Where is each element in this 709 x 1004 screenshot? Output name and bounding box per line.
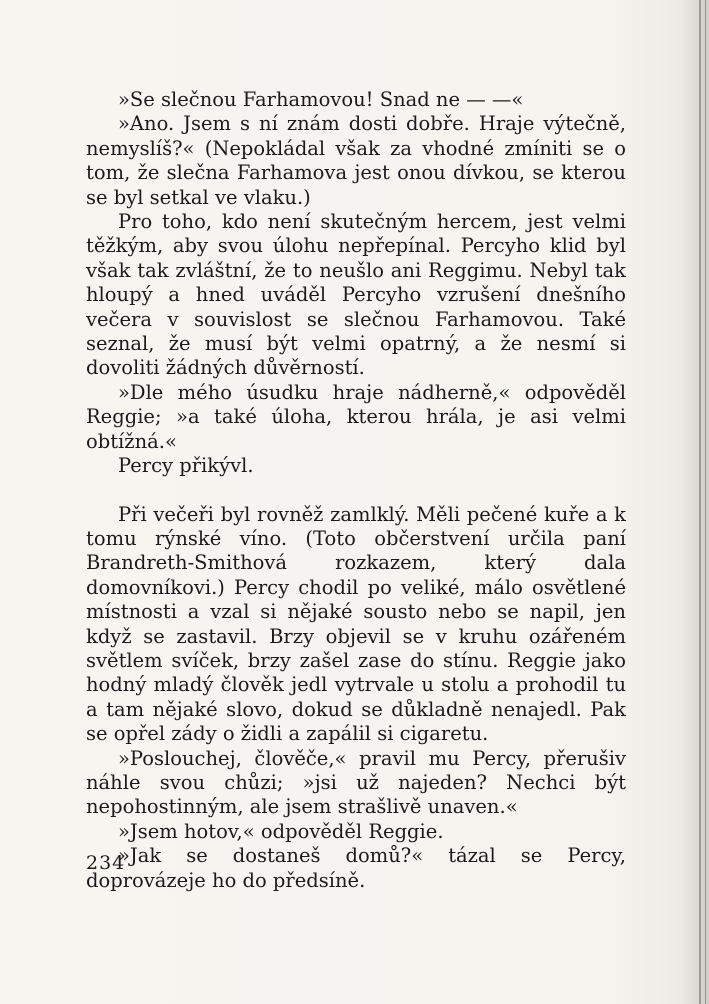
book-spine-edge-outer bbox=[705, 0, 706, 1004]
paragraph: Pro toho, kdo není skutečným hercem, jest velmi těžkým, aby svou úlohu nepřepínal. Percyho klid byl však tak zvláštní, že to neušlo ani Reggimu. Nebyl tak hloupý a hned uváděl Percyho vzrušení dnešního večera v souvislost se slečnou Farhamovou. Také seznal, že musí být velmi opatrný, a že nesmí si dovoliti žádných důvěrností. bbox=[86, 210, 626, 380]
paragraph: »Se slečnou Farhamovou! Snad ne — —« bbox=[118, 88, 524, 111]
book-spine-edge bbox=[699, 0, 701, 1004]
paragraph: »Poslouchej, člověče,« pravil mu Percy, přerušiv náhle svou chůzi; »jsi už najeden? Nechci být nepohostinným, ale jsem strašlivě unaven.« bbox=[86, 746, 626, 819]
paragraph: »Jak se dostaneš domů?« tázal se Percy, doprovázeje ho do předsíně. bbox=[86, 844, 626, 892]
page-text bbox=[86, 88, 626, 893]
paragraph: Percy přikývl. bbox=[118, 454, 254, 478]
paragraph: »Dle mého úsudku hraje nádherně,« odpověděl Reggie; »a také úloha, kterou hrála, je asi velmi obtížná.« bbox=[86, 380, 626, 453]
paragraph: Při večeři byl rovněž zamlklý. Měli pečené kuře a k tomu rýnské víno. (Toto občerstvení určila paní Brandreth-Smithová rozkazem, který dala domovníkovi.) Percy chodil po veliké, málo osvětlené místnosti a vzal si nějaké sousto nebo se napil, jen když se zastavil. Brzy objevil se v kruhu ozářeném světlem svíček, brzy zašel zase do stínu. Reggie jako hodný mladý člověk jedl vytrvale u stolu a prohodil tu a tam nějaké slovo, dokud se důkladně nenajedl. Pak se opřel zády o židli a zapálil si cigaretu. bbox=[86, 502, 626, 746]
paragraph: »Ano. Jsem s ní znám dosti dobře. Hraje výtečně, nemyslíš?« (Nepokládal však za vhodné zmíniti se o tom, že slečna Farhamova jest onou dívkou, se kterou se byl setkal ve vlaku.) bbox=[86, 112, 626, 209]
paragraph: »Jsem hotov,« odpověděl Reggie. bbox=[118, 819, 444, 843]
page-number: 234 bbox=[86, 852, 126, 874]
